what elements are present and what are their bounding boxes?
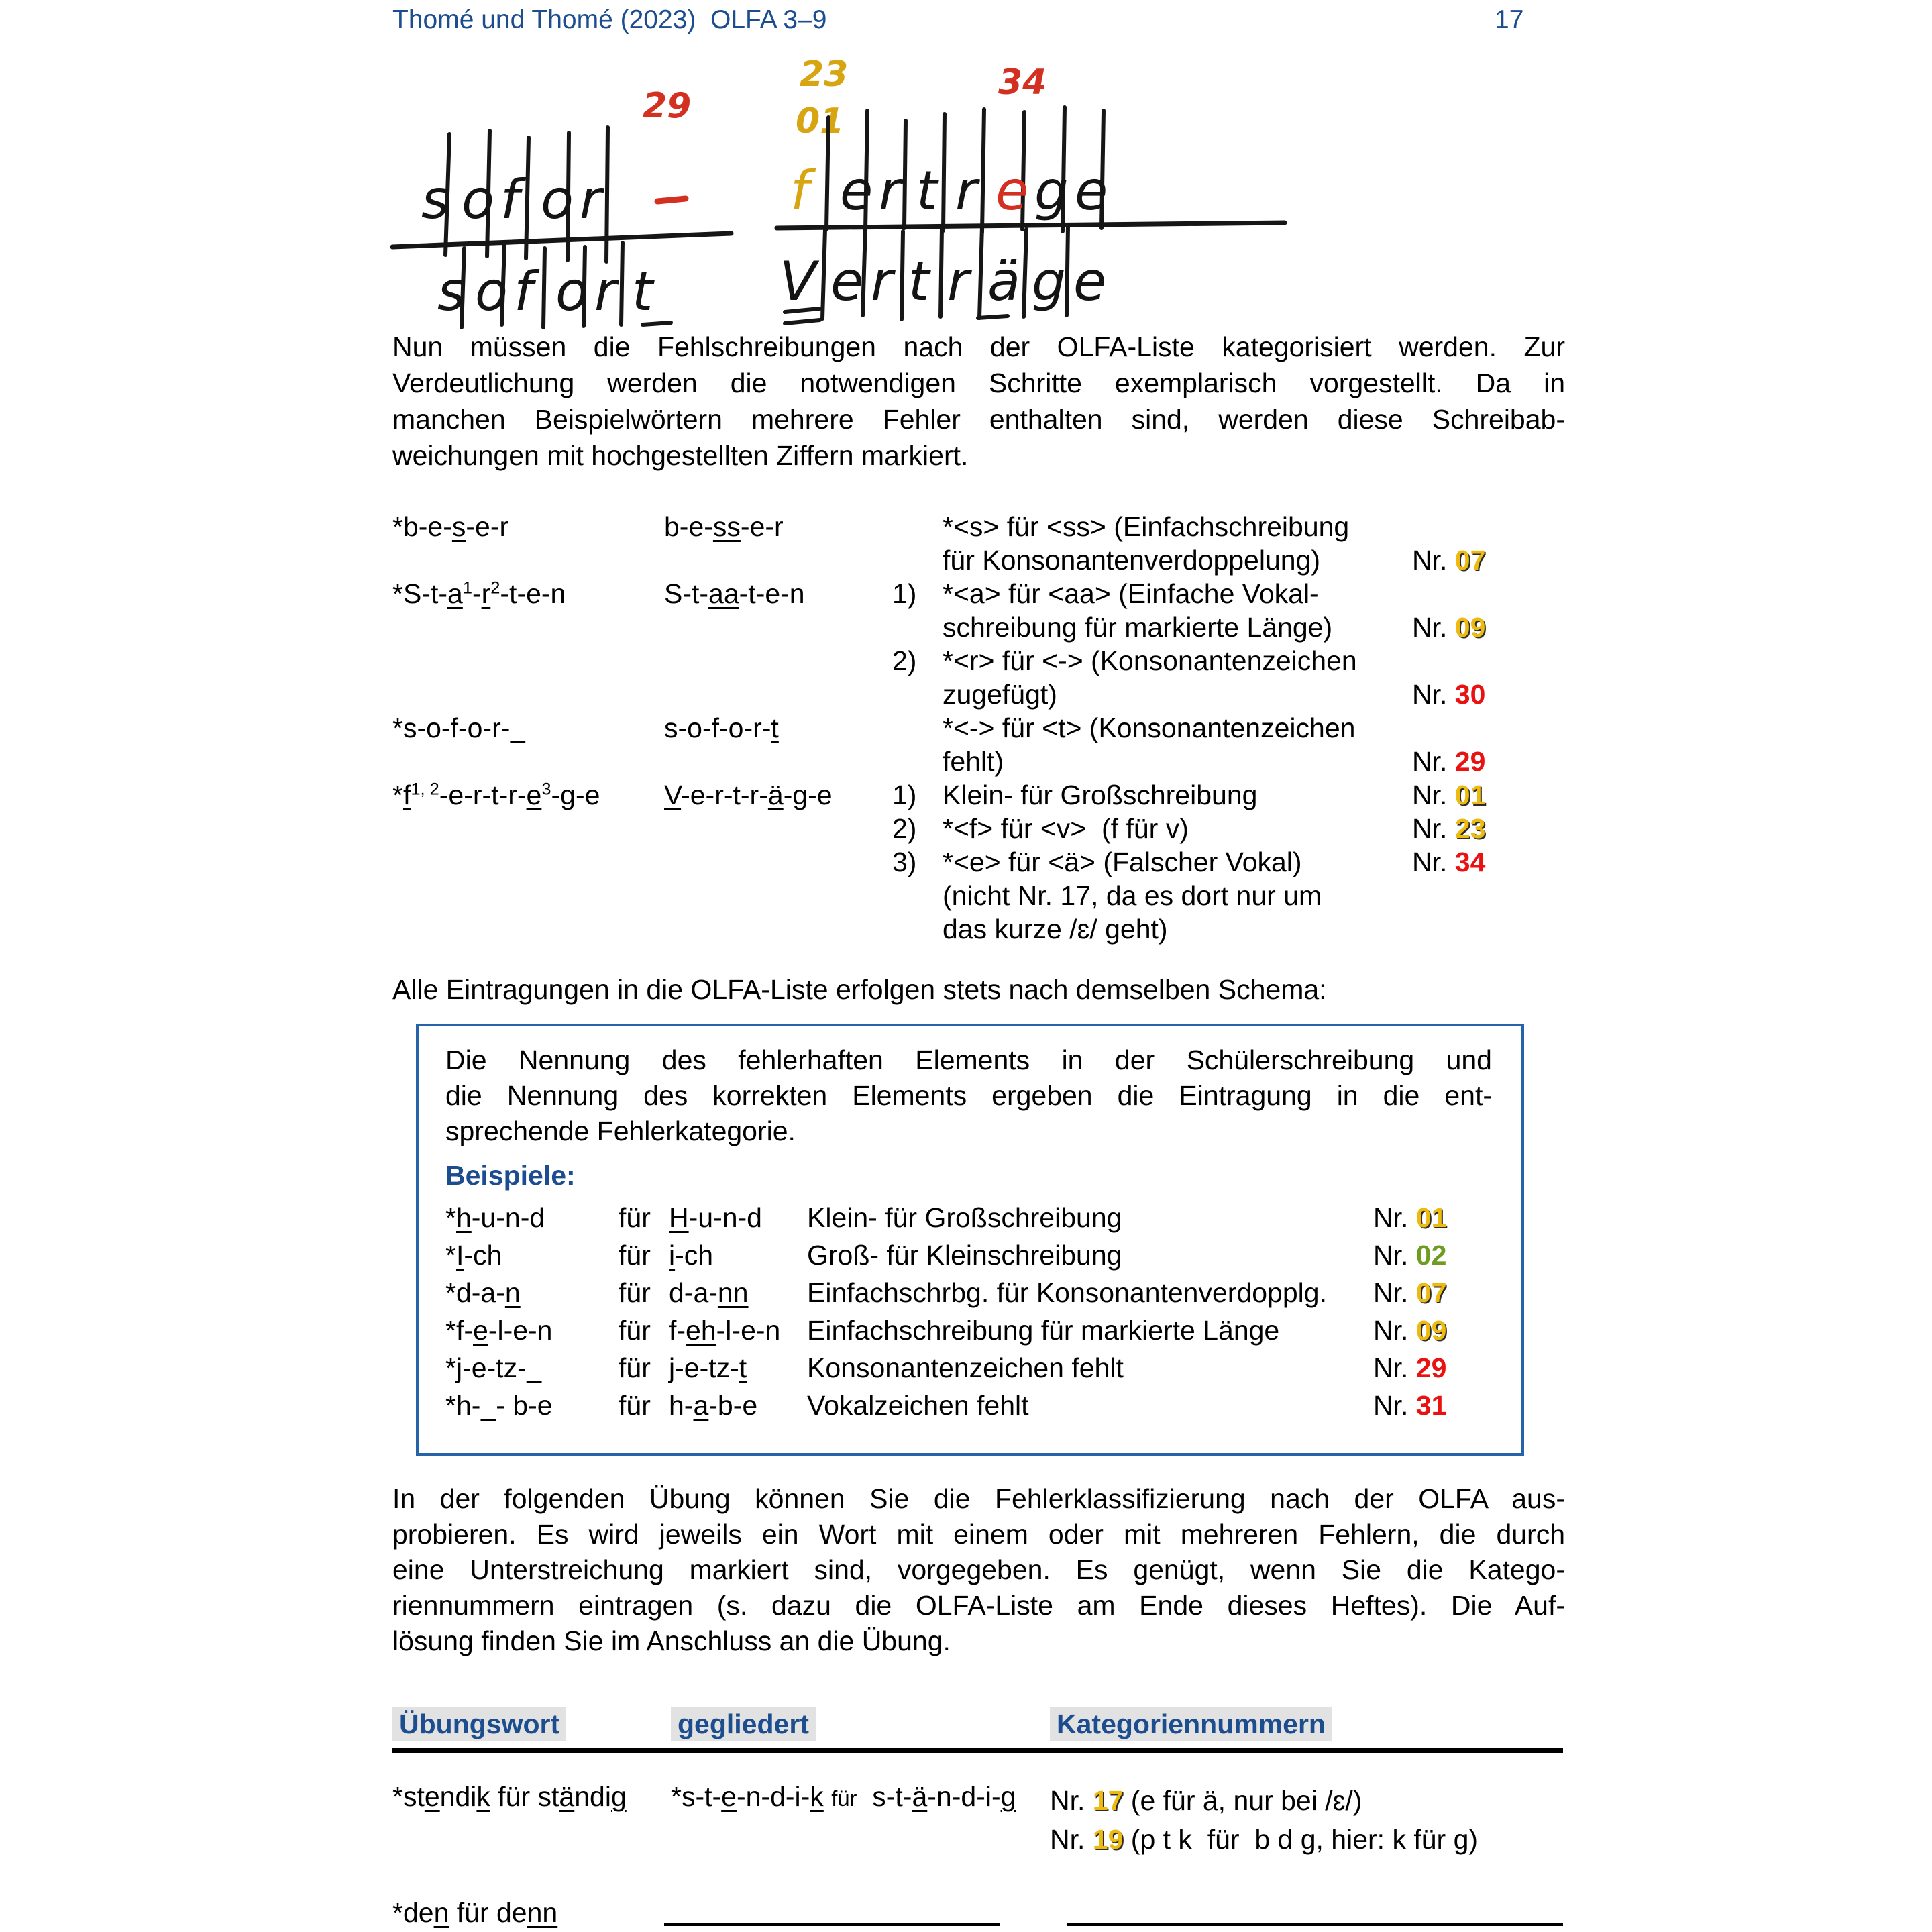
correct-word: b-e-ss-e-r [664,511,784,542]
error-description: zugefügt) [943,679,1057,710]
svg-text:34: 34 [998,62,1047,103]
misspelled-word: $*f^{1, 2}-e-r-t-r-e^3-g-e$ [392,780,600,810]
classification-line [392,812,1563,845]
error-description: (nicht Nr. 17, da es dort nur um [943,880,1322,911]
classification-line [392,543,1563,577]
practice-table-header-row [392,1707,1563,1744]
added-letter-underline [643,323,671,325]
classification-line [392,678,1563,711]
column-header-kategoriennummern: Kategoriennummern [1050,1707,1332,1741]
svg-text:o: o [475,260,508,323]
category-number: Nr. 09 [1373,1315,1447,1346]
category-number: Nr. 07 [1412,545,1486,576]
example-row [445,1236,1495,1274]
error-description: *<s> für <ss> (Einfachschreibung [943,511,1350,542]
answer-blank-gegliedert[interactable] [664,1897,1000,1926]
misspelled-word: *j-e-tz- [445,1352,527,1383]
schema-box-paragraph [445,1042,1492,1149]
category-number [1412,510,1563,543]
handwriting-example-vertraege [765,34,1301,329]
exercise-paragraph [392,1481,1565,1659]
misspelled-word: *h- - b-e [445,1390,553,1421]
misspelled-word: *h-u-n-d [445,1202,545,1233]
paragraph-line: In der folgenden Übung können Sie die Fehlerklassifizierung nach der OLFA aus- [392,1483,1565,1514]
classification-line [392,778,1563,812]
misspelled-word: *s-o-f-o-r- [392,712,511,743]
svg-text:g: g [1032,250,1066,313]
fuer-label: für [619,1390,651,1421]
paragraph-line: Nun müssen die Fehlschreibungen nach der OLFA-Liste kategorisiert werden. Zur [392,331,1565,362]
student-word-sofor [421,168,605,231]
category-number: Nr. 29 [1373,1352,1447,1383]
svg-text:ä: ä [987,250,1021,313]
misspelled-word: $*S-t-a^1-r^2-t-e-n$ [392,578,566,609]
paragraph-line: probieren. Es wird jeweils ein Wort mit einem oder mit mehreren Fehlern, die durch [392,1519,1565,1550]
fuer-label: für [619,1202,651,1233]
paragraph-line: Die Nennung des fehlerhaften Elements in der Schülerschreibung und [445,1044,1492,1075]
category-number: Nr. 31 [1373,1390,1447,1421]
student-word-fertrege [790,160,1108,222]
correct-word: i-ch [669,1240,714,1271]
svg-text:e: e [830,250,864,313]
example-row [445,1311,1495,1349]
classification-line [392,745,1563,778]
paragraph-line: riennummern eintragen (s. dazu die OLFA-Liste am Ende dieses Heftes). Die Auf- [392,1590,1565,1621]
error-description: *<f> für <v> (f für v) [943,813,1189,844]
svg-text:r: r [580,168,602,231]
paragraph-line: weichungen mit hochgestellten Ziffern markiert. [392,440,969,471]
category-number: Nr. 07 [1373,1277,1447,1308]
example-row [445,1199,1495,1236]
column-header-gegliedert: gegliedert [671,1707,816,1741]
svg-text:g: g [1034,160,1069,222]
classification-line [392,711,1563,745]
paragraph-line: sprechende Fehlerkategorie. [445,1116,796,1146]
classification-table [392,510,1563,946]
svg-text:r: r [947,250,969,313]
paragraph-line: Verdeutlichung werden die notwendigen Schritte exemplarisch vorgestellt. Da in [392,368,1565,398]
paragraph-line: manchen Beispielwörtern mehrere Fehler enthalten sind, werden diese Schreibab- [392,404,1565,435]
misspelled-word: *d-a-n [445,1277,521,1308]
svg-text:e: e [1073,250,1107,313]
error-description: Vokalzeichen fehlt [807,1390,1029,1421]
error-description: Groß- für Kleinschreibung [807,1240,1122,1271]
capitalization-and-vowel-marks [785,309,1008,323]
error-description: für Konsonantenverdoppelung) [943,545,1321,576]
classification-line [392,577,1563,610]
error-description: schreibung für markierte Länge) [943,612,1333,643]
exercise-word: *stendik für ständig [392,1781,627,1812]
svg-text:f: f [514,260,533,323]
error-description: *<e> für <ä> (Falscher Vokal) [943,847,1302,877]
svg-text:o: o [541,168,574,231]
category-numbers-23-01-34 [796,54,1046,142]
category-number: Nr. 34 [1412,847,1486,877]
svg-text:s: s [437,260,466,323]
correct-word: j-e-tz-t [669,1352,747,1383]
svg-text:29: 29 [643,86,692,126]
svg-text:e: e [1075,160,1108,222]
schema-box-examples [445,1199,1495,1424]
category-line: Nr. 17 (e für ä, nur bei /ɛ/) [1050,1785,1362,1816]
item-number: 2) [892,645,917,676]
correct-word: f-eh-l-e-n [669,1315,781,1346]
svg-text:r: r [871,250,893,313]
category-number: Nr. 29 [1412,746,1486,777]
classification-line [392,879,1563,912]
misspelled-word: *b-e-s-e-r [392,511,509,542]
classification-line [392,610,1563,644]
svg-text:f: f [790,160,810,222]
svg-text:t: t [908,250,930,313]
svg-text:t: t [916,160,938,222]
correct-word: s-o-f-o-r-t [664,712,779,743]
page-number: 17 [1495,5,1524,34]
table-row [392,1781,1563,1859]
item-number [892,510,943,543]
category-number: Nr. 09 [1412,612,1486,643]
svg-text:23: 23 [800,54,849,95]
svg-text:o: o [555,260,588,323]
svg-text:e: e [996,160,1029,222]
item-number: 1) [892,780,917,810]
category-number: Nr. 01 [1373,1202,1447,1233]
intro-paragraph [392,329,1565,474]
error-description: *<r> für <-> (Konsonantenzeichen [943,645,1357,676]
category-line: Nr. 19 (p t k für b d g, hier: k für g) [1050,1824,1479,1855]
item-number: 3) [892,847,917,877]
category-number: Nr. 23 [1412,813,1486,844]
svg-text:r: r [955,160,977,222]
answer-blank-kategoriennummern[interactable] [1067,1897,1563,1926]
practice-table [392,1707,1563,1928]
svg-text:o: o [462,168,494,231]
paragraph-line: die Nennung des korrekten Elements ergeben die Eintragung in die ent- [445,1080,1492,1111]
misspelled-word: *f-e-l-e-n [445,1315,553,1346]
schema-box [416,1024,1524,1456]
error-description: Einfachschrbg. für Konsonantenverdopplg. [807,1277,1327,1308]
category-number: Nr. 02 [1373,1240,1447,1271]
correct-word: V-e-r-t-r-ä-g-e [664,780,833,810]
item-number: 2) [892,813,917,844]
correct-word: S-t-aa-t-e-n [664,578,805,609]
error-dash-mark [657,199,686,201]
svg-text:f: f [500,168,520,231]
fuer-label: für [619,1352,651,1383]
correct-word: d-a-nn [669,1277,749,1308]
svg-text:t: t [632,260,653,323]
handwriting-example-sofort [376,47,738,329]
svg-text:s: s [421,168,449,231]
category-number: Nr. 01 [1412,780,1486,810]
error-description: Einfachschreibung für markierte Länge [807,1315,1280,1346]
separator-rule [392,233,731,247]
error-description: fehlt) [943,746,1004,777]
error-description: *<a> für <aa> (Einfache Vokal- [943,578,1319,609]
table-row [392,1897,1563,1929]
table-rule [392,1748,1563,1753]
separator-rule [777,223,1285,228]
correct-word: h-a-b-e [669,1390,758,1421]
item-number: 1) [892,578,917,609]
error-description: Klein- für Großschreibung [943,780,1258,810]
fuer-label: für [619,1240,651,1271]
classification-line [392,510,1563,543]
schema-sentence: Alle Eintragungen in die OLFA-Liste erfolgen stets nach demselben Schema: [392,974,1327,1005]
example-row [445,1387,1495,1424]
classification-line [392,845,1563,879]
category-number: Nr. 30 [1412,679,1486,710]
svg-text:V: V [780,250,816,313]
beispiele-label: Beispiele: [445,1160,576,1191]
svg-text:r: r [879,160,901,222]
paragraph-line: eine Unterstreichung markiert sind, vorgegeben. Es genügt, wenn Sie die Katego- [392,1554,1565,1585]
segmented-word: *s-t-e-n-d-i-k für s-t-ä-n-d-i-g [671,1781,1016,1812]
category-number-29 [643,86,691,126]
classification-line [392,912,1563,946]
example-row [445,1349,1495,1387]
error-description: Klein- für Großschreibung [807,1202,1122,1233]
page-title: Thomé und Thomé (2023) OLFA 3–9 [392,5,827,34]
fuer-label: für [619,1315,651,1346]
classification-line [392,644,1563,678]
svg-text:01: 01 [796,101,845,142]
paragraph-line: lösung finden Sie im Anschluss an die Übung. [392,1625,951,1656]
misspelled-word: *I-ch [445,1240,502,1271]
error-description: Konsonantenzeichen fehlt [807,1352,1124,1383]
category-numbers [1050,1781,1563,1859]
error-description: das kurze /ɛ/ geht) [943,914,1168,945]
exercise-word: *den für denn [392,1897,558,1928]
error-description: *<-> für <t> (Konsonantenzeichen [943,712,1356,743]
correct-word: H-u-n-d [669,1202,762,1233]
svg-text:e: e [840,160,873,222]
svg-text:r: r [594,260,616,323]
example-row [445,1274,1495,1311]
column-header-uebungswort: Übungswort [392,1707,566,1741]
fuer-label: für [619,1277,651,1308]
